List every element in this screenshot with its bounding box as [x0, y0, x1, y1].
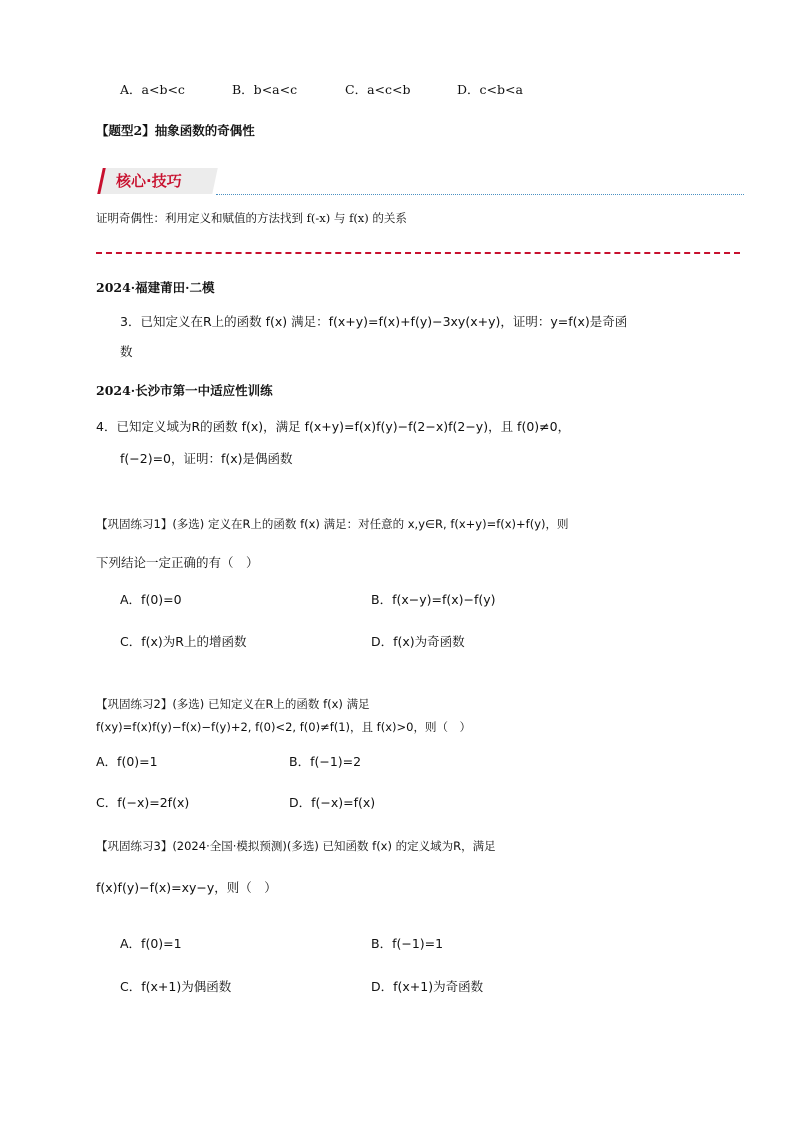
banner-dotted-rule: [216, 194, 744, 195]
ex3-line1: 【巩固练习3】(2024·全国·模拟预测)(多选) 已知函数 f(x) 的定义域为R，满足: [96, 839, 496, 853]
ex3-option-d: D．f(x+1)为奇函数: [371, 979, 484, 994]
ex2-option-a: A．f(0)=1: [96, 754, 158, 769]
ex3-line2: f(x)f(y)−f(x)=xy−y，则（ ）: [96, 880, 277, 895]
core-skill-text: 证明奇偶性：利用定义和赋值的方法找到 f(-x) 与 f(x) 的关系: [96, 211, 407, 225]
q4-line1: 4．已知定义域为R的函数 f(x)，满足 f(x+y)=f(x)f(y)−f(2−x)f(2−y)，且 f(0)≠0，: [96, 419, 571, 434]
ex3-option-c: C．f(x+1)为偶函数: [120, 979, 232, 994]
ex2-line2: f(xy)=f(x)f(y)−f(x)−f(y)+2, f(0)<2, f(0)≠f(1)，且 f(x)>0，则（ ）: [96, 720, 471, 734]
option-a: A．a<b<c: [120, 82, 185, 97]
ex1-option-b: B．f(x−y)=f(x)−f(y): [371, 592, 496, 607]
source-label-1: 2024·福建莆田·二模: [96, 280, 215, 295]
ex1-option-a: A．f(0)=0: [120, 592, 182, 607]
red-dash-divider: [96, 252, 740, 254]
q3-line1: 3．已知定义在R上的函数 f(x) 满足：f(x+y)=f(x)+f(y)−3xy(x+y)，证明：y=f(x)是奇函: [120, 314, 628, 329]
ex2-line1: 【巩固练习2】(多选) 已知定义在R上的函数 f(x) 满足: [96, 697, 370, 711]
ex1-option-c: C．f(x)为R上的增函数: [120, 634, 247, 649]
option-b: B．b<a<c: [232, 82, 298, 97]
option-d: D．c<b<a: [457, 82, 523, 97]
core-skill-banner: [96, 164, 744, 198]
type-heading: 【题型2】抽象函数的奇偶性: [96, 123, 255, 138]
ex2-option-c: C．f(−x)=2f(x): [96, 795, 190, 810]
ex3-option-a: A．f(0)=1: [120, 936, 182, 951]
q3-line2: 数: [120, 344, 133, 359]
ex3-option-b: B．f(−1)=1: [371, 936, 444, 951]
option-c: C．a<c<b: [345, 82, 411, 97]
ex2-option-b: B．f(−1)=2: [289, 754, 362, 769]
ex2-option-d: D．f(−x)=f(x): [289, 795, 376, 810]
q4-line2: f(−2)=0，证明：f(x)是偶函数: [120, 451, 293, 466]
banner-tag-label: 核心·技巧: [116, 172, 182, 190]
source-label-2: 2024·长沙市第一中适应性训练: [96, 383, 273, 398]
ex1-line2: 下列结论一定正确的有（ ）: [96, 555, 259, 570]
ex1-option-d: D．f(x)为奇函数: [371, 634, 465, 649]
ex1-line1: 【巩固练习1】(多选) 定义在R上的函数 f(x) 满足：对任意的 x,y∈R, f(x+y)=f(x)+f(y)，则: [96, 517, 569, 531]
